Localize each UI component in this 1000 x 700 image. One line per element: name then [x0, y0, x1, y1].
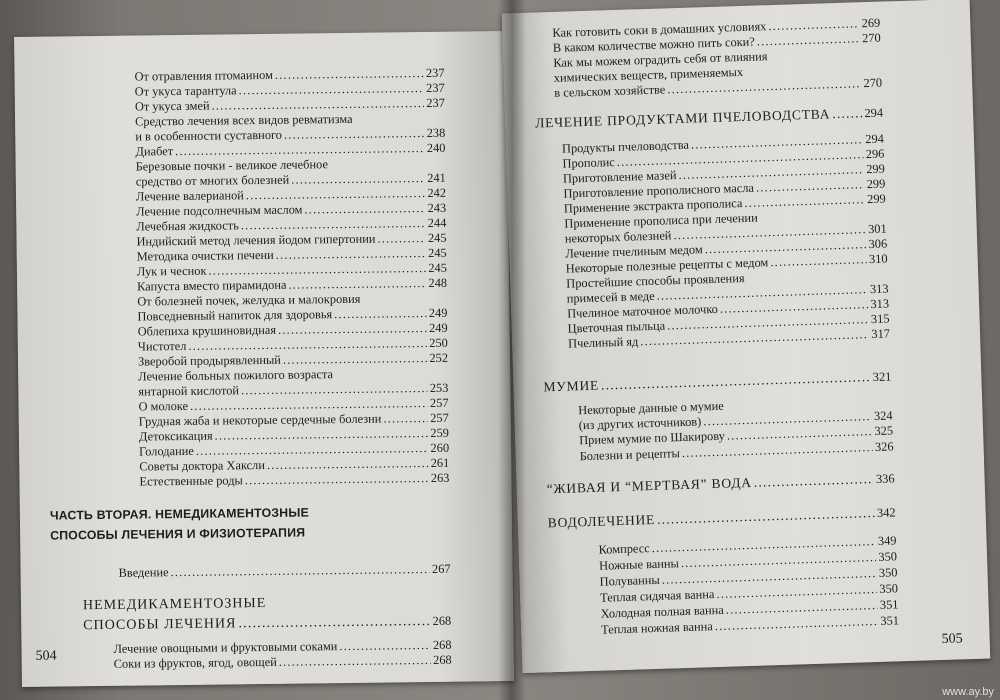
toc-entry: Приготовление прополисного масла ..... 299	[563, 177, 885, 201]
toc-entry: Капуста вместо пирамидона ..... 248	[137, 276, 447, 294]
right-page	[502, 0, 991, 673]
toc-entry-line: Средство лечения всех видов ревматизма	[135, 111, 353, 129]
toc-entry: Чистотел ..... 250	[138, 336, 448, 354]
toc-entry: Приготовление мазей ..... 299	[563, 162, 885, 186]
toc-entry: От укуса змей ..... 237	[135, 96, 445, 114]
section-heading: МУМИЕ ..... 321	[543, 369, 891, 394]
toc-entry: Пчелиное маточное молочко ..... 313	[567, 296, 889, 320]
toc-entry: Как готовить соки в домашних условиях ..... 269	[552, 16, 880, 40]
toc-entry: Прополис ..... 296	[562, 147, 884, 171]
toc-entry: Индийский метод лечения йодом гипертонии ..... 245	[136, 231, 446, 249]
toc-entry: В каком количестве можно пить соки? ..... 270	[553, 31, 881, 55]
toc-entry: Лечение валерианой ..... 242	[136, 186, 446, 204]
page-number: 505	[941, 631, 963, 648]
toc-entry: Теплая сидячая ванна ..... 350	[600, 581, 898, 604]
toc-entry-line: Лечение больных пожилого возраста	[138, 367, 334, 384]
toc-entry-line: Березовые почки - великое лечебное	[135, 157, 328, 174]
toc-entry: и в особенности суставного ..... 238	[135, 126, 445, 144]
toc-entry: Повседневный напиток для здоровья ..... 249	[137, 306, 447, 324]
section-heading: СПОСОБЫ ЛЕЧЕНИЯ ..... 268	[83, 614, 451, 633]
section-heading: ВОДОЛЕЧЕНИЕ ..... 342	[548, 505, 896, 530]
part-heading: СПОСОБЫ ЛЕЧЕНИЯ И ФИЗИОТЕРАПИЯ	[50, 525, 306, 543]
toc-entry-line: Некоторые данные о мумие	[578, 398, 724, 418]
toc-entry: средство от многих болезней ..... 241	[136, 171, 446, 189]
toc-entry: в сельском хозяйстве ..... 270	[554, 76, 882, 100]
toc-entry-line: Применение прополиса при лечении	[564, 210, 758, 231]
toc-entry-line: Как мы можем оградить себя от влияния	[553, 49, 768, 70]
section-heading: “ЖИВАЯ И “МЕРТВАЯ” ВОДА ..... 336	[546, 471, 894, 496]
toc-entry: Полуванны ..... 350	[599, 565, 897, 588]
toc-entry: Голодание ..... 260	[139, 441, 449, 459]
section-heading: НЕМЕДИКАМЕНТОЗНЫЕ	[82, 595, 267, 614]
toc-entry-line: химических веществ, применяемых	[553, 64, 744, 85]
toc-entry-line: От болезней почек, желудка и малокровия	[137, 291, 361, 309]
toc-entry: Лечение овощными и фруктовыми соками ..... 268	[113, 638, 451, 656]
page-number: 504	[35, 648, 57, 664]
toc-entry: Пчелиный яд ..... 317	[568, 326, 890, 350]
toc-entry: Болезни и рецепты ..... 326	[579, 439, 893, 463]
toc-entry: Продукты пчеловодства ..... 294	[562, 132, 884, 156]
toc-entry: Лечебная жидкость ..... 244	[136, 216, 446, 234]
toc-entry: Грудная жаба и некоторые сердечные болезни ..... 257	[139, 411, 449, 429]
toc-entry: Некоторые полезные рецепты с медом ..... 310	[566, 252, 888, 276]
toc-entry: Зверобой продырявленный ..... 252	[138, 351, 448, 369]
toc-entry: О молоке ..... 257	[138, 396, 448, 414]
toc-entry: Естественные роды ..... 263	[139, 471, 449, 489]
toc-entry-line: Простейшие способы проявления	[566, 271, 745, 291]
toc-entry: Холодная полная ванна ..... 351	[600, 597, 898, 620]
left-page	[14, 31, 514, 687]
toc-entry: Прием мумие по Шакирову ..... 325	[579, 423, 893, 447]
toc-entry: Лечение пчелиным медом ..... 306	[565, 237, 887, 261]
toc-entry: некоторых болезней ..... 301	[565, 222, 887, 246]
toc-entry: примесей в меде ..... 313	[567, 282, 889, 306]
toc-entry: Введение ..... 267	[119, 562, 451, 580]
toc-entry: Облепиха крушиновидная ..... 249	[138, 321, 448, 339]
toc-entry: От отравления птомаином ..... 237	[134, 66, 444, 84]
toc-entry: Компресс ..... 349	[598, 533, 896, 556]
toc-entry: Теплая ножная ванна ..... 351	[601, 613, 899, 636]
toc-entry: Лук и чеснок ..... 245	[137, 261, 447, 279]
toc-entry: Детоксикация ..... 259	[139, 426, 449, 444]
part-heading: ЧАСТЬ ВТОРАЯ. НЕМЕДИКАМЕНТОЗНЫЕ	[49, 505, 310, 523]
book-spine-shadow	[498, 0, 526, 700]
toc-entry: янтарной кислотой ..... 253	[138, 381, 448, 399]
toc-entry: Лечение подсолнечным маслом ..... 243	[136, 201, 446, 219]
toc-entry: Применение экстракта прополиса ..... 299	[564, 192, 886, 216]
toc-entry: От укуса тарантула ..... 237	[135, 81, 445, 99]
toc-entry: Диабет ..... 240	[135, 141, 445, 159]
section-heading: ЛЕЧЕНИЕ ПРОДУКТАМИ ПЧЕЛОВОДСТВА ..... 294	[535, 106, 883, 131]
toc-entry: Цветочная пыльца ..... 315	[567, 311, 889, 335]
watermark: www.ay.by	[942, 686, 994, 698]
toc-entry: Ножные ванны ..... 350	[599, 549, 897, 572]
toc-entry: (из других источников) ..... 324	[579, 408, 893, 432]
toc-entry: Советы доктора Хаксли ..... 261	[139, 456, 449, 474]
toc-entry: Методика очистки печени ..... 245	[137, 246, 447, 264]
toc-entry: Соки из фруктов, ягод, овощей ..... 268	[114, 653, 452, 671]
